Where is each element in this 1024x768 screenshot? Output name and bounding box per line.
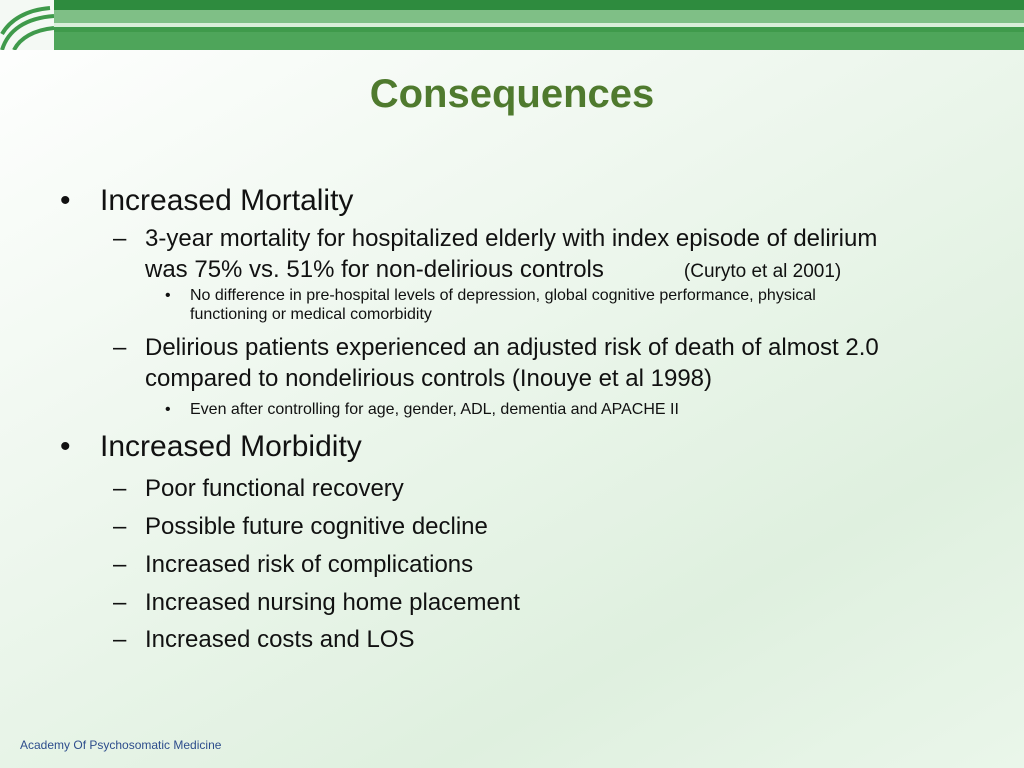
- subbullet-text: Increased risk of complications: [145, 551, 474, 578]
- subbullet-text: compared to nondelirious controls (Inouye et al 1998): [145, 365, 712, 392]
- bullet-icon: •: [165, 287, 171, 304]
- footer-text: Academy Of Psychosomatic Medicine: [20, 738, 222, 752]
- subbullet-mortality-2: [113, 332, 985, 394]
- subsubbullet-text: No difference in pre-hospital levels of depression, global cognitive performance, physical: [190, 287, 816, 304]
- subsubbullet-text: functioning or medical comorbidity: [190, 306, 432, 323]
- subbullet-mortality-1: [113, 223, 985, 287]
- bullet-mortality: [60, 184, 354, 218]
- subbullet-morbidity-5: [113, 624, 985, 655]
- citation: (Curyto et al 2001): [683, 261, 842, 282]
- subsubbullet-mortality-2: [165, 400, 930, 419]
- subbullet-text: Increased nursing home placement: [145, 589, 520, 616]
- bullet-text: Increased Morbidity: [100, 430, 362, 463]
- subbullet-morbidity-1: [113, 473, 985, 504]
- subbullet-text: 3-year mortality for hospitalized elderly with index episode of delirium: [145, 225, 878, 252]
- subsubbullet-text: Even after controlling for age, gender, ADL, dementia and APACHE II: [190, 401, 679, 418]
- subbullet-text: Poor functional recovery: [145, 475, 404, 502]
- subbullet-morbidity-3: [113, 549, 985, 580]
- bullet-morbidity: [60, 430, 362, 464]
- subbullet-morbidity-2: [113, 511, 985, 542]
- subsubbullet-mortality-1: [165, 286, 930, 324]
- dash-icon: –: [113, 626, 127, 653]
- bullet-icon: •: [165, 401, 171, 418]
- dash-icon: –: [113, 334, 127, 361]
- bullet-text: Increased Mortality: [100, 184, 354, 217]
- bullet-icon: •: [60, 184, 71, 217]
- dash-icon: –: [113, 551, 127, 578]
- subbullet-text: Delirious patients experienced an adjusted risk of death of almost 2.0: [145, 334, 879, 361]
- dash-icon: –: [113, 475, 127, 502]
- subbullet-morbidity-4: [113, 587, 985, 618]
- slide-title: Consequences: [369, 72, 655, 116]
- subbullet-text: Possible future cognitive decline: [145, 513, 488, 540]
- subbullet-text: Increased costs and LOS: [145, 626, 415, 653]
- subbullet-text-continued: [145, 254, 985, 287]
- dash-icon: –: [113, 225, 127, 252]
- subbullet-text: was 75% vs. 51% for non-delirious controls: [145, 256, 604, 283]
- dash-icon: –: [113, 513, 127, 540]
- dash-icon: –: [113, 589, 127, 616]
- bullet-icon: •: [60, 430, 71, 463]
